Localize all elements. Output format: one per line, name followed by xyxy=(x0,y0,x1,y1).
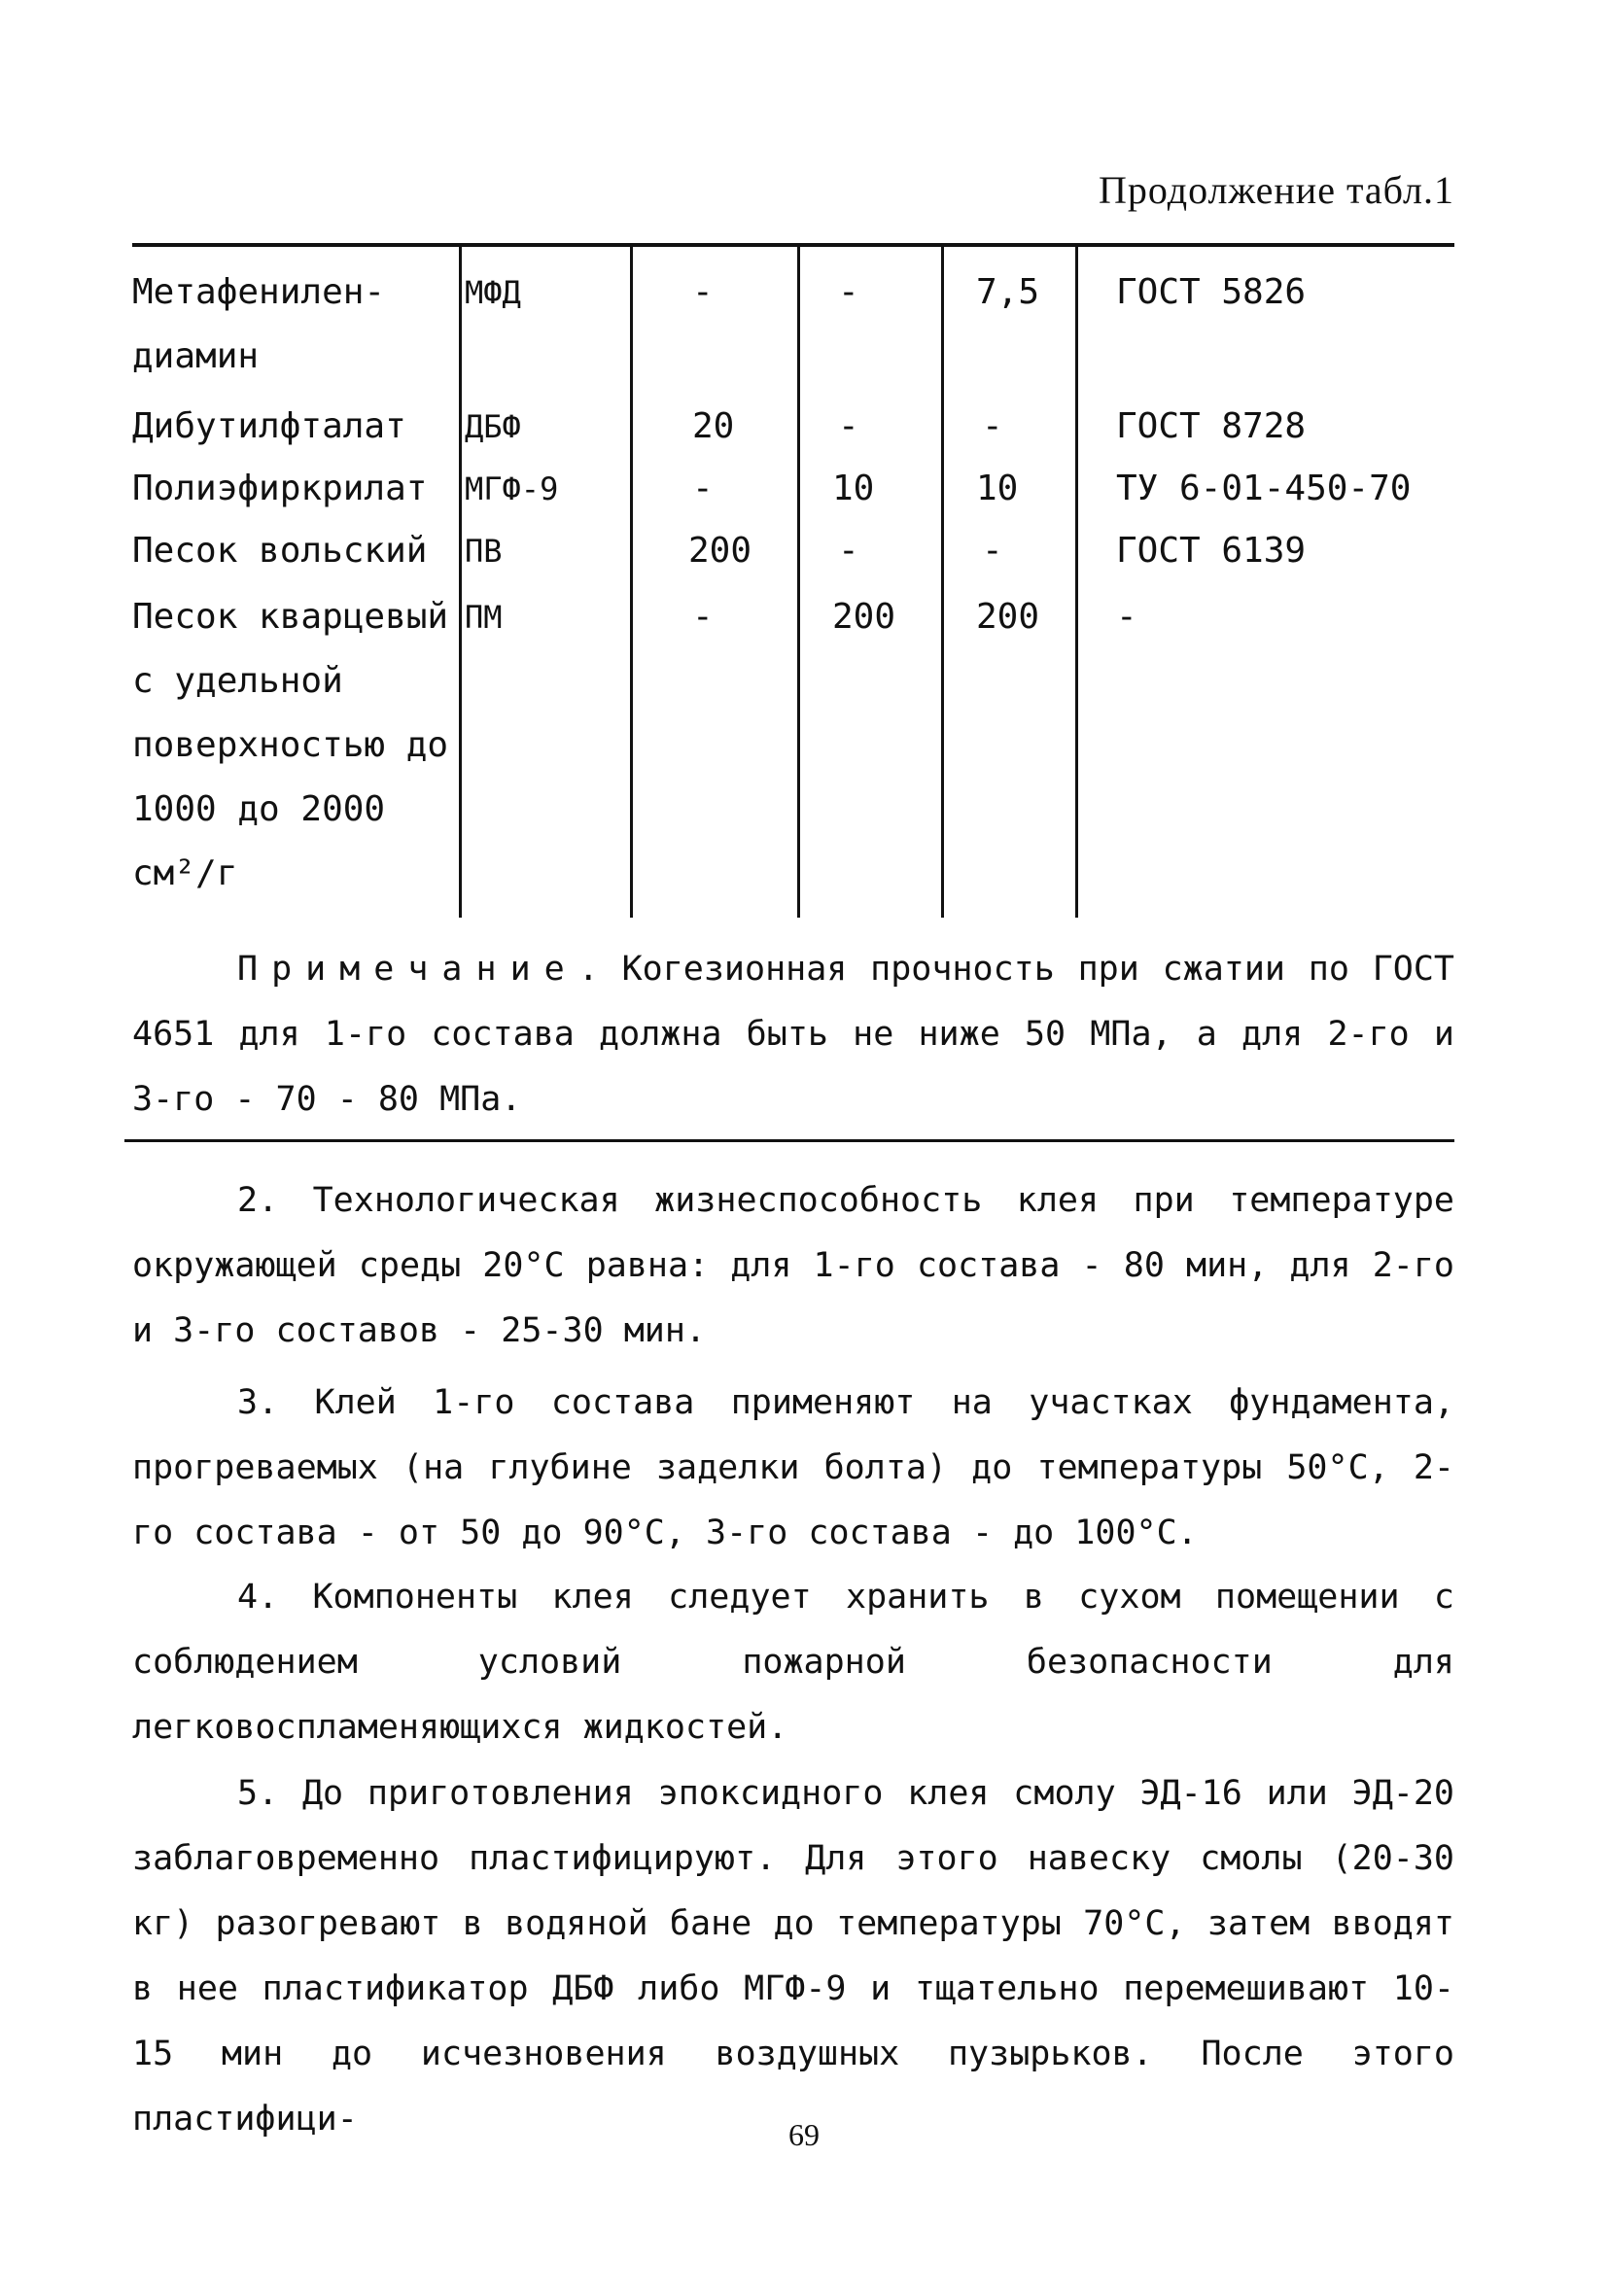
table-col-divider xyxy=(797,247,800,918)
table-row-code: ПВ xyxy=(465,533,503,570)
table-row-value: 200 xyxy=(832,597,896,637)
table-row-name: Метафенилен-диамин xyxy=(132,272,386,376)
table-col-divider xyxy=(459,247,462,918)
table-row-name: Песок вольский xyxy=(132,531,428,571)
table-row-code: ПМ xyxy=(465,599,503,636)
table-row-code: ДБФ xyxy=(465,408,521,445)
table-row-value: 20 xyxy=(692,406,735,446)
table-row-value: - xyxy=(692,272,714,312)
table-row-value: 200 xyxy=(688,531,752,571)
table-row-standard: - xyxy=(1116,597,1137,637)
table-row-value: - xyxy=(982,406,1003,446)
table-col-divider xyxy=(941,247,944,918)
table-note xyxy=(132,937,1454,1132)
table-row-standard: ГОСТ 6139 xyxy=(1116,531,1307,571)
table-row-value: - xyxy=(838,272,859,312)
paragraph-3: 3. Клей 1-го состава применяют на участках фундамента, прогреваемых (на глубине заделки болта) до температуры 50°С, 2-го состава - от 50 до 90°С, 3-го состава - до 100°С. xyxy=(132,1383,1454,1552)
table-col-divider xyxy=(630,247,633,918)
table-row-standard: ТУ 6-01-450-70 xyxy=(1116,469,1412,508)
table-top-rule xyxy=(132,243,1454,247)
table-row-value: 10 xyxy=(832,469,875,508)
note-text: . Когезионная прочность при сжатии по ГОСТ 4651 для 1-го состава должна быть не ниже 50 МПа, а для 2-го и 3-го - 70 - 80 МПа. xyxy=(132,950,1454,1119)
table-row-name: Дибутилфталат xyxy=(132,406,406,446)
table-caption: Продолжение табл.1 xyxy=(1099,168,1454,212)
table-row-value: - xyxy=(838,406,859,446)
paragraph-5: 5. До приготовления эпоксидного клея смолу ЭД-16 или ЭД-20 заблаговременно пластифицируют. Для этого навеску смолы (20-30 кг) разогревают в водяной бане до температуры 70°С, затем вводят в нее пластификатор ДБФ либо МГФ-9 и тщательно перемешивают 10-15 мин до исчезновения воздушных пузырьков. После этого пластифици- xyxy=(132,1774,1454,2139)
table-row-name: Полиэфиркрилат xyxy=(132,469,428,508)
table-row-value: 10 xyxy=(976,469,1019,508)
table-row-standard: ГОСТ 8728 xyxy=(1116,406,1307,446)
table-row-value: 200 xyxy=(976,597,1040,637)
table-row-code: МГФ-9 xyxy=(465,470,559,507)
table-row-name: Песок кварцевый с удельной поверхностью до 1000 до 2000 см²/г xyxy=(132,597,449,893)
table-row-value: - xyxy=(982,531,1003,571)
table-row-code: МФД xyxy=(465,274,521,311)
page-number: 69 xyxy=(788,2117,820,2152)
note-separator-rule xyxy=(124,1139,1454,1142)
paragraph-2: 2. Технологическая жизнеспособность клея при температуре окружающей среды 20°С равна: для 1-го состава - 80 мин, для 2-го и 3-го составов - 25-30 мин. xyxy=(132,1181,1454,1350)
table-row-value: - xyxy=(692,469,714,508)
table-row-value: - xyxy=(838,531,859,571)
note-label: Примечание xyxy=(237,950,578,989)
table-row-value: - xyxy=(692,597,714,637)
table-row-value: 7,5 xyxy=(976,272,1040,312)
paragraph-4: 4. Компоненты клея следует хранить в сухом помещении с соблюдением условий пожарной безопасности для легковоспламеняющихся жидкостей. xyxy=(132,1578,1454,1747)
table-col-divider xyxy=(1075,247,1078,918)
table-row-standard: ГОСТ 5826 xyxy=(1116,272,1307,312)
